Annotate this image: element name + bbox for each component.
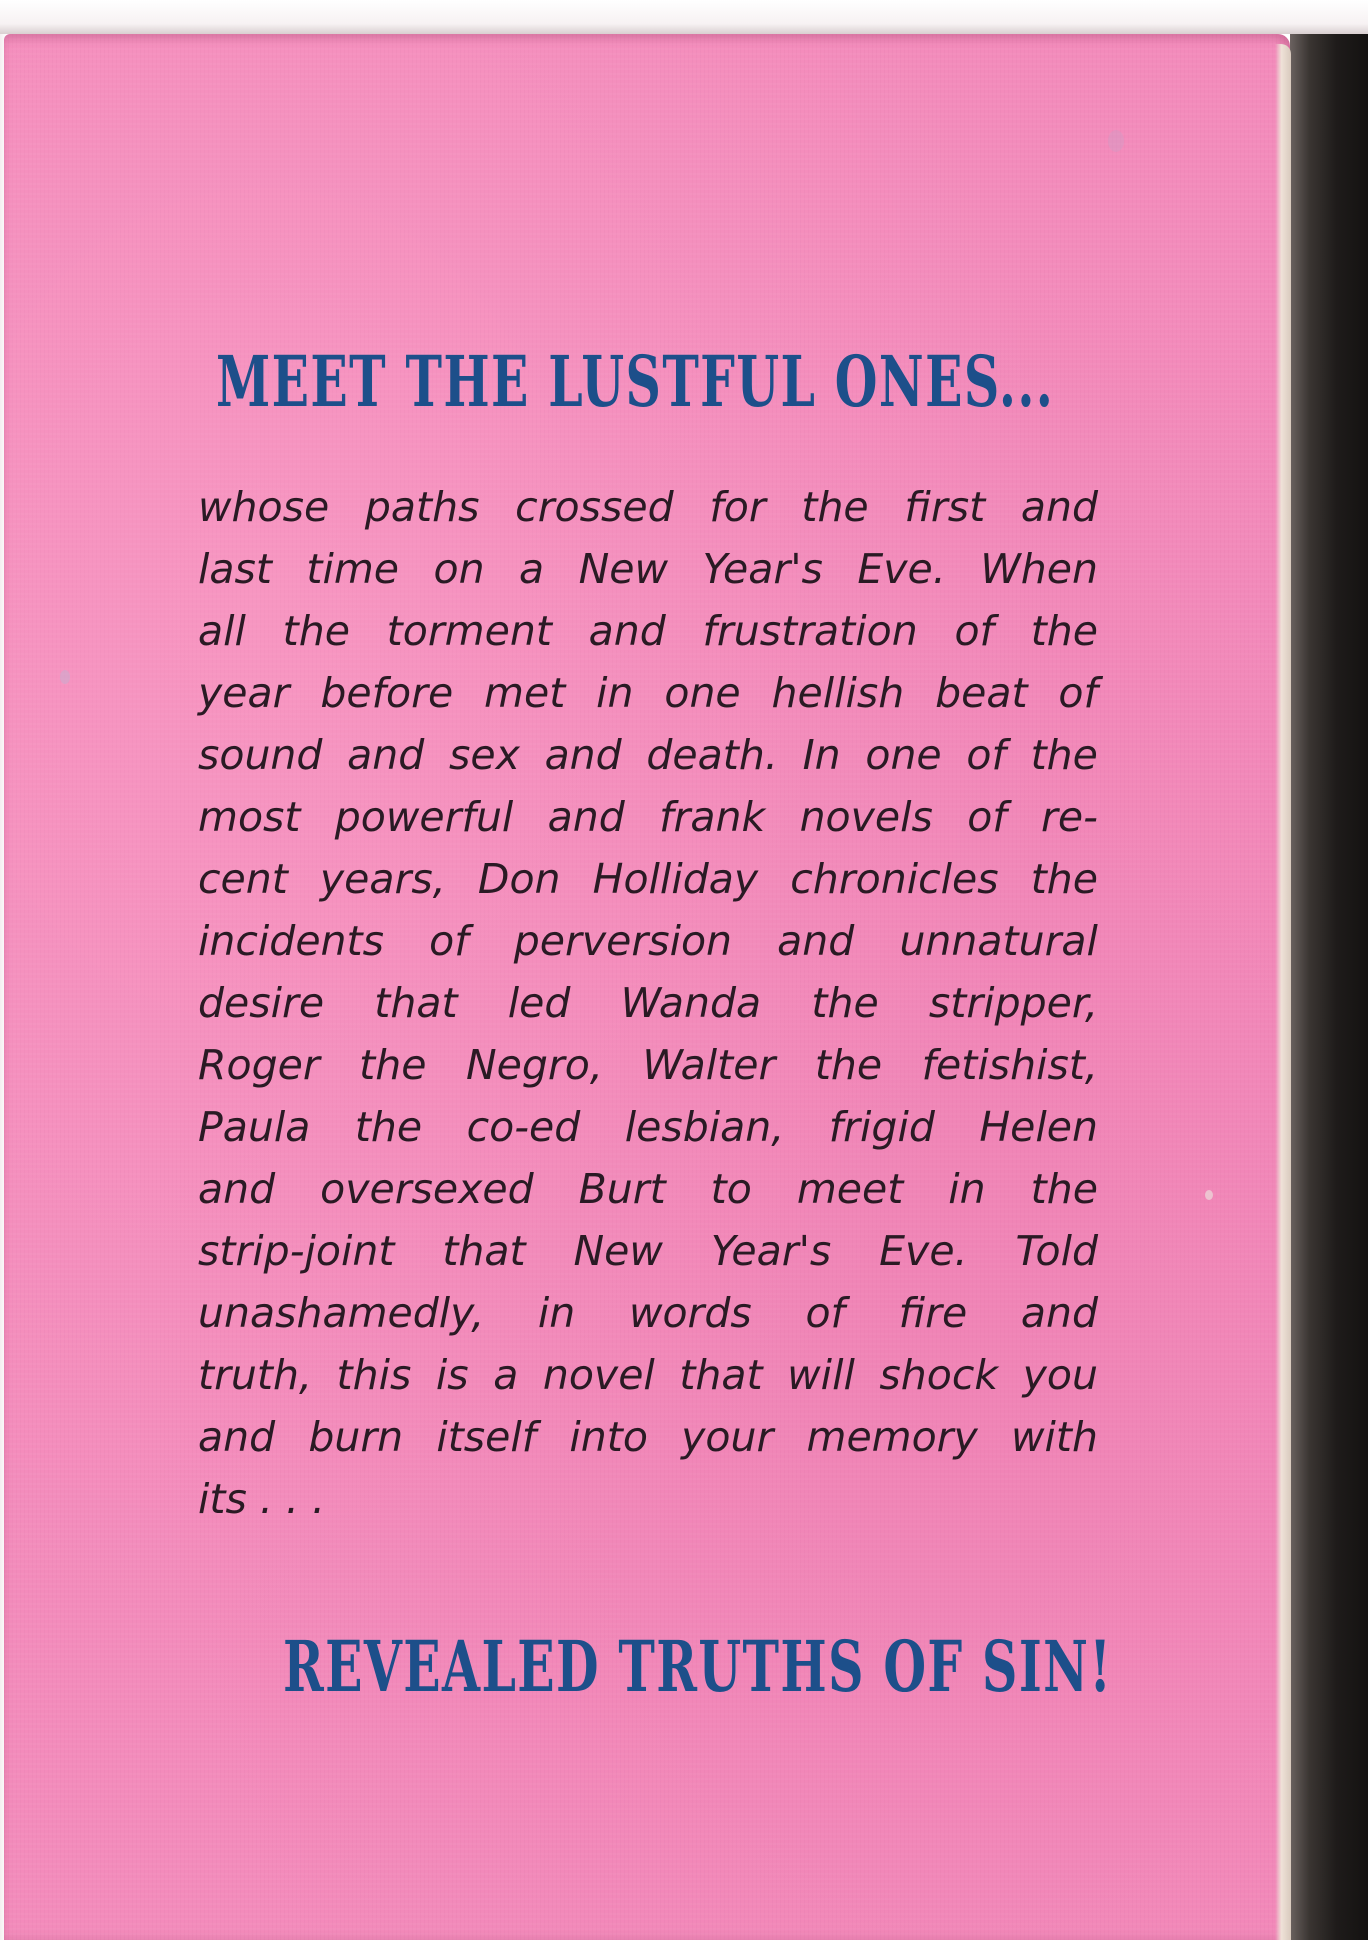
blurb-line: desire that led Wanda the stripper,: [198, 979, 1098, 1027]
cover-blemish: [60, 670, 70, 684]
cover-tagline: REVEALED TRUTHS OF SIN!: [283, 1625, 1113, 1708]
blurb-line: sound and sex and death. In one of the: [198, 731, 1098, 779]
blurb-line: last time on a New Year's Eve. When: [198, 545, 1098, 593]
cover-blurb: [198, 476, 1098, 1530]
blurb-line: and oversexed Burt to meet in the: [198, 1165, 1098, 1213]
cover-blemish: [1205, 1190, 1213, 1200]
blurb-line: and burn itself into your memory with: [198, 1413, 1098, 1461]
cover-worn-edge: [1275, 44, 1291, 1940]
blurb-line: most powerful and frank novels of re-: [198, 793, 1098, 841]
scan-top-margin: [0, 0, 1368, 34]
blurb-line: Roger the Negro, Walter the fetishist,: [198, 1041, 1098, 1089]
cover-headline: MEET THE LUSTFUL ONES...: [216, 340, 1055, 423]
blurb-line: all the torment and frustration of the: [198, 607, 1098, 655]
blurb-line: truth, this is a novel that will shock you: [198, 1351, 1098, 1399]
blurb-line: strip-joint that New Year's Eve. Told: [198, 1227, 1098, 1275]
cover-blemish: [1108, 130, 1124, 152]
blurb-line: year before met in one hellish beat of: [198, 669, 1098, 717]
blurb-line: its . . .: [198, 1475, 326, 1523]
blurb-line: Paula the co-ed lesbian, frigid Helen: [198, 1103, 1098, 1151]
blurb-line: cent years, Don Holliday chronicles the: [198, 855, 1098, 903]
blurb-line: incidents of perversion and unnatural: [198, 917, 1098, 965]
blurb-line: whose paths crossed for the first and: [198, 483, 1098, 531]
blurb-line: unashamedly, in words of fire and: [198, 1289, 1098, 1337]
scan-shadow: [1290, 0, 1368, 1940]
